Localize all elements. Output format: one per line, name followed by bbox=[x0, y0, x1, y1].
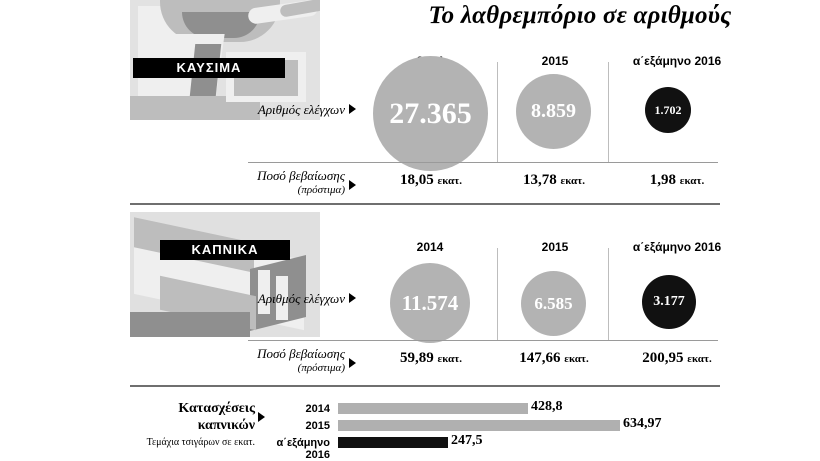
row-divider bbox=[248, 340, 718, 341]
bubble-checks-fuel-2015: 8.859 bbox=[516, 74, 591, 149]
section-divider bbox=[130, 385, 720, 387]
amount-unit: εκατ. bbox=[437, 175, 462, 187]
amount-value: 18,05 bbox=[400, 172, 434, 188]
amount-unit: εκατ. bbox=[564, 353, 589, 365]
row-arrow-icon bbox=[349, 104, 356, 114]
bar-value-2014: 428,8 bbox=[531, 399, 563, 414]
amount-unit: εκατ. bbox=[437, 353, 462, 365]
bar-year-2015: 2015 bbox=[305, 420, 330, 432]
column-separator bbox=[608, 248, 609, 340]
bubble-checks-fuel-2016: 1.702 bbox=[645, 87, 691, 133]
row-divider bbox=[248, 162, 718, 163]
amount-fuel-2015 bbox=[500, 172, 608, 189]
category-label-fuel: ΚΑΥΣΙΜΑ bbox=[133, 58, 285, 78]
bar-2016 bbox=[338, 437, 448, 448]
row-arrow-icon bbox=[349, 180, 356, 190]
amount-value: 200,95 bbox=[642, 350, 684, 366]
row-arrow-icon bbox=[349, 293, 356, 303]
amount-fuel-2014 bbox=[375, 172, 487, 189]
page-title: Το λαθρεμπόριο σε αριθμούς bbox=[428, 2, 732, 29]
column-header-h1-2016-tobacco: α΄εξάμηνο 2016 bbox=[632, 240, 722, 254]
cigarettes-photo bbox=[130, 212, 320, 337]
bar-year-2014: 2014 bbox=[305, 403, 330, 415]
row-label-amount-tobacco-sub: (πρόστιμα) bbox=[297, 362, 345, 374]
amount-tobacco-2014 bbox=[375, 350, 487, 367]
bubble-checks-fuel-2014: 27.365 bbox=[373, 56, 488, 171]
bar-value-2015: 634,97 bbox=[623, 416, 662, 431]
column-separator bbox=[608, 62, 609, 162]
column-header-h1-2016-fuel: α΄εξάμηνο 2016 bbox=[632, 54, 722, 68]
bottom-chart-label-line1: Κατασχέσεις bbox=[178, 401, 255, 416]
column-separator bbox=[497, 62, 498, 162]
column-header-2015-tobacco: 2015 bbox=[541, 240, 569, 254]
amount-unit: εκατ. bbox=[687, 353, 712, 365]
amount-value: 1,98 bbox=[649, 172, 677, 188]
column-header-2014-tobacco: 2014 bbox=[416, 240, 444, 254]
category-label-tobacco: ΚΑΠΝΙΚΑ bbox=[160, 240, 290, 260]
bar-value-2016: 247,5 bbox=[451, 433, 483, 448]
row-label-amount-fuel-sub: (πρόστιμα) bbox=[297, 184, 345, 196]
row-label-amount-tobacco bbox=[205, 346, 345, 374]
amount-value: 13,78 bbox=[523, 172, 557, 188]
section-divider bbox=[130, 203, 720, 205]
row-label-checks-fuel: Αριθμός ελέγχων bbox=[257, 102, 345, 117]
bubble-checks-tobacco-2015: 6.585 bbox=[521, 271, 586, 336]
amount-unit: εκατ. bbox=[679, 175, 705, 187]
bubble-checks-tobacco-2016: 3.177 bbox=[642, 275, 696, 329]
bottom-chart-label-line2: καπνικών bbox=[197, 418, 255, 433]
row-label-amount-fuel bbox=[205, 168, 345, 196]
column-separator bbox=[497, 248, 498, 340]
amount-value: 59,89 bbox=[400, 350, 434, 366]
amount-tobacco-2016 bbox=[612, 350, 742, 367]
bar-year-2016: α΄εξάμηνο 2016 bbox=[276, 437, 330, 461]
bubble-checks-tobacco-2014: 11.574 bbox=[390, 263, 470, 343]
bar-2015 bbox=[338, 420, 620, 431]
row-label-checks-tobacco: Αριθμός ελέγχων bbox=[257, 291, 345, 306]
column-header-2015-fuel: 2015 bbox=[541, 54, 569, 68]
bar-2014 bbox=[338, 403, 528, 414]
amount-fuel-2016 bbox=[612, 172, 742, 189]
bottom-chart-note: Τεμάχια τσιγάρων σε εκατ. bbox=[146, 437, 255, 448]
amount-unit: εκατ. bbox=[560, 175, 585, 187]
row-label-amount-tobacco-text: Ποσό βεβαίωσης bbox=[257, 346, 345, 361]
row-arrow-icon bbox=[349, 358, 356, 368]
amount-tobacco-2015 bbox=[500, 350, 608, 367]
amount-value: 147,66 bbox=[519, 350, 561, 366]
row-label-amount-fuel-text: Ποσό βεβαίωσης bbox=[257, 168, 345, 183]
